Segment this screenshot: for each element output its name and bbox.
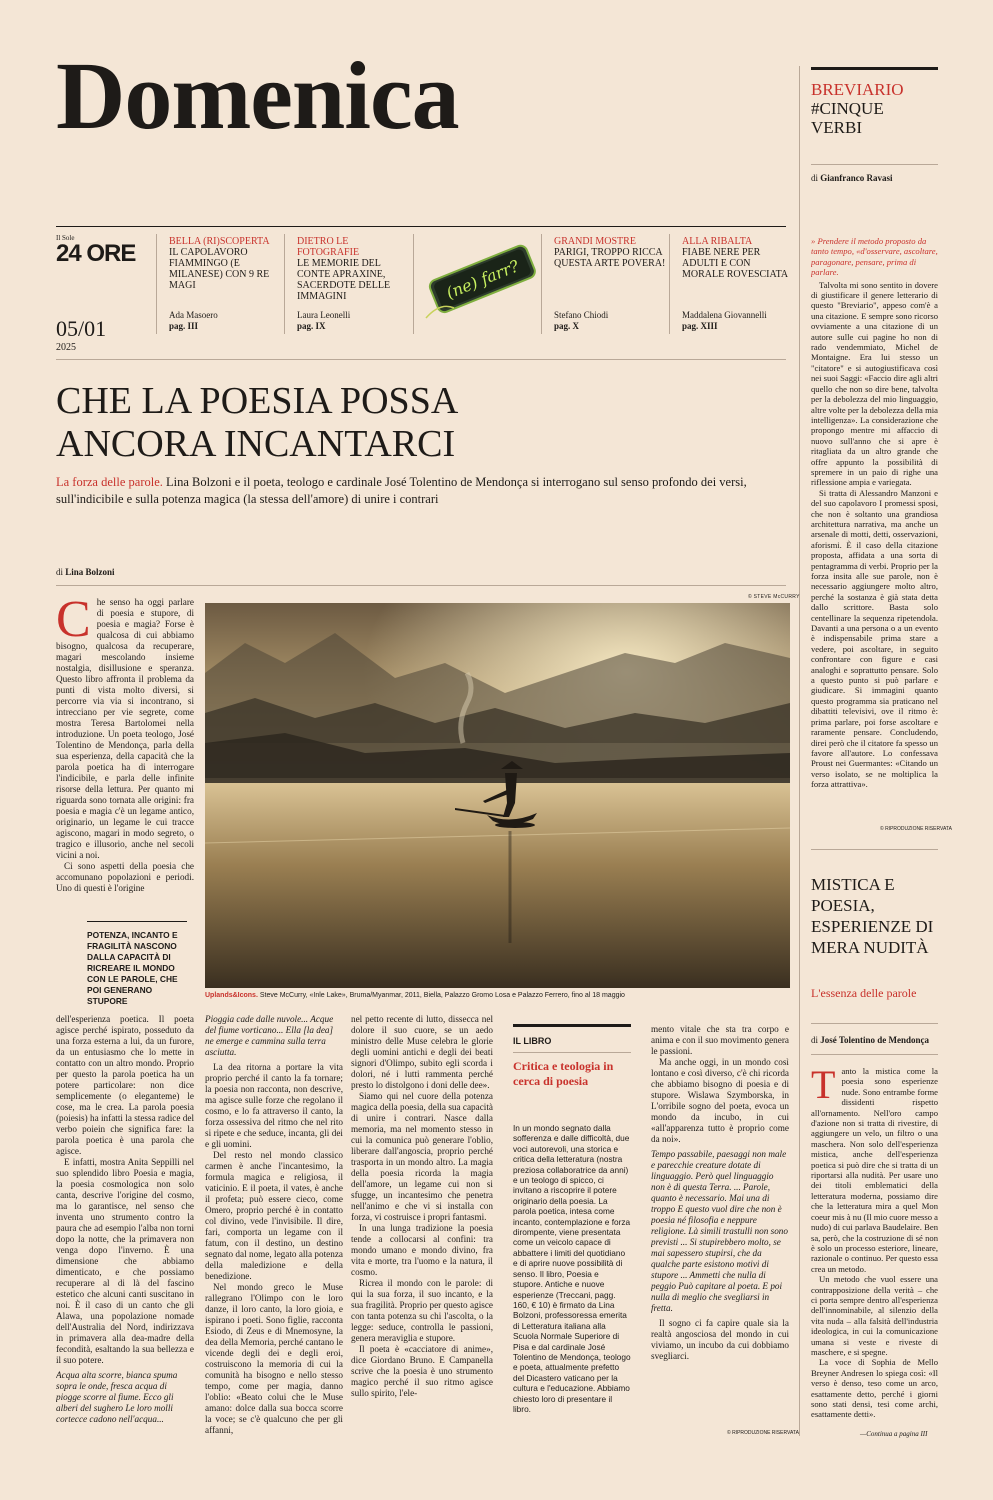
photo-caption xyxy=(205,992,790,999)
neon-sign-image xyxy=(420,232,544,324)
main-headline xyxy=(56,380,776,466)
side-subtitle: L'essenza delle parole xyxy=(811,986,917,1000)
article-paragraph: Nel mondo greco le Muse rallegrano l'Olimpo con le loro danze, il loro canto, la loro gioia, e ispirano i poeti. Sono figlie, racconta Esiodo, di Zeus e di Mnemosyne, la dea della Memoria, perché cantano le vicende degli dei e degli eroi, costruiscono la memoria di cui la comunità ha bisogno e nello stesso tempo, come per magia, danno l'oblio: «Beato colui che le Muse amano: dolce dalla sua bocca scorre la voce; se c'è qualcuno che per gli affanni, xyxy=(205,1282,343,1435)
article-paragraph: Il poeta è «cacciatore di anime», dice Giordano Bruno. E Campanella scrive che la poesia è uno strumento magico perché il suo ritmo agisce sullo spirito, l'ele- xyxy=(351,1344,493,1398)
teaser-4[interactable] xyxy=(682,236,794,331)
side-paragraph: Un metodo che vuol essere una contrapposizione della verità – che ci porta sempre dentro all'esperienza dell'innominabile, al silenzio della vita nuda – alla falsità dell'industria ideologica, in cui la comunicazione umana si veste e riveste di maschere, e si spegne. xyxy=(811,1274,938,1357)
breviario-title-2: VERBI xyxy=(811,118,862,137)
teaser-head: LE MEMORIE DEL CONTE APRAXINE, SACERDOTE DELLE IMMAGINI xyxy=(297,258,391,302)
byline-di: di xyxy=(811,173,819,183)
photo-credit: © STEVE McCURRY xyxy=(748,594,800,600)
teaser-author: Maddalena Giovannelli xyxy=(682,310,767,320)
side-divider xyxy=(811,849,938,850)
issue-year: 2025 xyxy=(56,342,76,353)
teaser-2[interactable] xyxy=(297,236,409,331)
verse: Acqua alta scorre, bianca spuma sopra le onde, fresca acqua di piogge scorre al fiume. Ecco gli alberi del sughero Le loro molli cortecce cadono nell'acqua... xyxy=(56,1370,178,1424)
article-col-4 xyxy=(351,1014,493,1440)
teaser-head: IL CAPOLAVORO FIAMMINGO (E MILANESE) CON 9 RE MAGI xyxy=(169,247,270,291)
teaser-divider xyxy=(541,234,542,334)
teaser-kicker: DIETRO LE FOTOGRAFIE xyxy=(297,236,360,258)
lake-photo xyxy=(205,603,790,988)
dropcap: C xyxy=(56,597,91,648)
side-title: MISTICA E POESIA, ESPERIENZE DI MERA NUDITÀ xyxy=(811,875,934,957)
verse: Tempo passabile, paesaggi non male e parecchie creature dotate di linguaggio. Però quel linguaggio non è di questa Terra. ... Parole, quanto è necessario. Mai una di troppo E questo vuol dire che non è poesia né filosofia e neppure religione. Là simili trastulli non sono previsti ... Si stupirebbero molto, se mai sapessero stupirsi, che da qualche parte esistono motivi di stupore ... Ammetti che nulla di peggio Può capitare al poeta. E poi nulla di meglio che svegliarsi in fretta. xyxy=(651,1149,788,1313)
breviario-paragraph: Talvolta mi sono sentito in dovere di giustificare il genere letterario di questo "Breviario", appeso com'è a una citazione. E sempre sono ricorso ovviamente a una citazione di un autore sulle cui pagine ho non di rado vendemmiato, Michel de Montaigne. Era lui stesso un "citatore" e si autogiustificava così nei suoi Saggi: «Faccio dire agli altri quello che non so dire bene, talvolta per la debolezza del mio linguaggio, altre volte per la debolezza della mia intelligenza». La considerazione che propongo mentre mi affaccio di nuovo sull'anno che si apre è ritagliata da un altro grande che offre appunto la possibilità di spremere in un paio di righe una riflessione ampia e variegata. xyxy=(811,279,938,488)
article-paragraph: La dea ritorna a portare la vita proprio perché il canto la fa tornare; la poesia non racconta, non descrive, ma agisce sulle forze che regolano il cosmo, e lo fa attraverso il canto, la forza ossessiva del ritmo che nel rito si ripete e che seduce, incanta, gli dei e gli uomini. xyxy=(205,1062,343,1149)
teaser-author: Stefano Chiodi xyxy=(554,310,609,320)
teaser-page: pag. X xyxy=(554,321,580,331)
breviario-author: Gianfranco Ravasi xyxy=(820,173,893,183)
libro-label: IL LIBRO xyxy=(513,1036,552,1046)
caption-lead: Uplands&Icons. xyxy=(205,992,258,999)
article-paragraph: Del resto nel mondo classico carmen è anche l'incantesimo, la formula magica e religiosa, il vaticinio. E il poeta, il vates, è anche il profeta; può essere cieco, come Omero, proprio perché è in contatto col divino, vede l'invisibile. Il dire, fari, comporta un legame con il fatum, con il destino, un destino segnato dal nome, legato alla potenza della maledizione e della benedizione. xyxy=(205,1150,343,1281)
libro-box xyxy=(513,1028,631,1423)
breviario-kicker: BREVIARIO xyxy=(811,80,904,99)
teaser-kicker: BELLA (RI)SCOPERTA xyxy=(169,236,270,247)
sole24ore-logo xyxy=(56,234,135,266)
article-col-2 xyxy=(56,1014,194,1440)
masthead-title: Domenica xyxy=(56,42,459,149)
teaser-author: Ada Masoero xyxy=(169,310,218,320)
deck-text: Lina Bolzoni e il poeta, teologo e cardinale José Tolentino de Mendonça si interrogano sul senso profondo dei versi, sull'indicibile e sulla potenza magica (la stessa dell'amore) di unire i contrari xyxy=(56,475,747,506)
teaser-divider xyxy=(156,234,157,334)
libro-title: Critica e teologia in cerca di poesia xyxy=(513,1059,614,1088)
teaser-kicker: ALLA RIBALTA xyxy=(682,236,753,247)
article-paragraph: Ci sono aspetti della poesia che accomunano popolazioni e periodi. Uno di questi è l'origine xyxy=(56,861,194,893)
headline-line-2: ANCORA INCANTARCI xyxy=(56,423,456,465)
breviario-rights: © RIPRODUZIONE RISERVATA xyxy=(880,826,952,832)
teaser-top-rule xyxy=(56,226,786,227)
rights-note: © RIPRODUZIONE RISERVATA xyxy=(727,1430,799,1436)
article-paragraph: mento vitale che sta tra corpo e anima e con il suo movimento genera le passioni. xyxy=(651,1024,789,1056)
right-column-rule xyxy=(799,66,800,1436)
pullquote: POTENZA, INCANTO E FRAGILITÀ NASCONO DALLA CAPACITÀ DI RICREARE IL MONDO CON LE PAROLE, CHE POI GENERANO STUPORE xyxy=(87,930,178,1006)
continue-link[interactable]: —Continua a pagina III xyxy=(860,1430,928,1438)
teaser-1[interactable] xyxy=(169,236,281,331)
breviario-intro: » Prendere il metodo proposto da tanto tempo, «d'osservare, ascoltare, paragonare, pensare, prima di parlare. xyxy=(811,236,938,278)
libro-divider xyxy=(513,1052,631,1053)
logo-small: Il Sole xyxy=(56,234,75,242)
side-byline-rule xyxy=(811,1023,938,1024)
side-body xyxy=(811,1066,938,1428)
breviario-top-rule xyxy=(811,67,938,70)
teaser-bottom-rule xyxy=(56,359,786,360)
headline-line-1: CHE LA POESIA POSSA xyxy=(56,380,459,422)
article-paragraph: dell'esperienza poetica. Il poeta agisce perché ispirato, posseduto da una forza esterna a lui, da un furore, da un entusiasmo che lo mette in contatto con un altro mondo. Proprio per questo la parola poetica ha un potere particolare: non dice semplicemente (o eleganteme) le cose, ma le crea. La parola poesia (poiesis) ha infatti la stessa radice del verbo poiein che significa fare: la parola poetica è una parola che agisce. xyxy=(56,1014,194,1156)
side-paragraph: La voce di Sophia de Mello Breyner Andresen lo spiega così: «Il verso è denso, teso come un arco, esattamente detto, perché i giorni sono stati densi, tesi come archi, esattamente detti». xyxy=(811,1357,938,1420)
teaser-page: pag. IX xyxy=(297,321,326,331)
teaser-page: pag. XIII xyxy=(682,321,718,331)
breviario-paragraph: Si tratta di Alessandro Manzoni e del suo capolavoro I promessi sposi, che non è soltanto una grandiosa architettura narrativa, ma anche un arsenale di motti, detti, osservazioni, aforismi. È il caso della citazione proposta, affidata a una sorta di pentagramma di verbi. Proprio per la forza insita alle sue parole, non è necessario aggiungere molto altro, perché la sostanza è già stata detta dallo scrittore. Basta solo centellinare la sequenza ripetendola. Davanti a una persona o a un evento è indispensabile prima stare a vedere, poi ascoltare, in seguito confrontare con figure e casi analoghi e soprattutto pensare. Solo a questo punto si può parlare e giudicare. Si immagini quanto questo programma sia praticano nel dibattiti televisivi, ove il ritmo è: prima parlare, poi forse ascoltare e raramente pensare. Concludendo, direi però che il citatore fa spesso un favore all'autore. Lo confessava Proust nei Guermantes: «Citando un verso isolato, se ne moltiplica la forza attrattiva». xyxy=(811,487,938,790)
side-paragraph: anto la mistica come la poesia sono esperienze nude. Sono entrambe forme dissidenti rispetto all'ornamento. Nell'oro campo d'azione non si tratta di rivestire, di aggiungere un velo, un filtro o una maschera. Non solo dell'esperienza mistica, anche dell'esperienza poetica si può dire che si tratta di un riportarsi alla nudità. Per usare uno dei titoli emblematici della letteratura moderna, possiamo dire che la letteratura mira a quel Mon coeur mis à nu (Il mio cuore messo a nudo) di cui parlava Baudelaire. Ben sa, però, che la costruzione di sé non è solo un processo esteriore, lineare, razionale o continuo. Per questo essa crea un metodo. xyxy=(811,1066,938,1274)
pullquote-rule xyxy=(87,921,187,922)
article-col-6 xyxy=(651,1024,789,1427)
main-byline xyxy=(56,567,115,577)
article-paragraph: Ricrea il mondo con le parole: di qui la sua forza, il suo incanto, e la sua fragilità. Proprio per questo agisce con tanta potenza su chi l'ascolta, o la legge: seduce, controlla le passioni, genera meraviglia e stupore. xyxy=(351,1278,493,1343)
article-paragraph: Ma anche oggi, in un mondo così lontano e così diverso, c'è chi ricorda che abbiamo bisogno di poesia e di stupore. Wislawa Szymborska, in L'orribile sogno del poeta, evoca un mondo da incubo, in cui «all'apparenza tutto è proprio come da noi». xyxy=(651,1057,789,1144)
side-dropcap: T xyxy=(811,1066,836,1107)
neon-text: (ne) farr? xyxy=(443,256,522,303)
side-byline-rule-2 xyxy=(811,1054,938,1055)
libro-rule xyxy=(513,1024,631,1027)
deck-lead: La forza delle parole. xyxy=(56,475,163,489)
breviario-byline xyxy=(811,173,893,183)
libro-text: In un mondo segnato dalla sofferenza e dalle difficoltà, due voci autorevoli, una storica e critica della letteratura (nostra preziosa collaboratrice da anni) e un teologo di spicco, ci invitano a riscoprire il potere originario della poesia. La parola poetica, intesa come incanto, contemplazione e forza dirompente, viene presentata come un veicolo capace di abbattere i limiti del quotidiano e di aprire nuove possibilità di senso. Il libro, Poesia e stupore. Antiche e nuove esperienze (Treccani, pagg. 160, € 10) è firmato da Lina Bolzoni, professoressa emerita di Letteratura italiana alla Scuola Normale Superiore di Pisa e dal cardinale José Tolentino de Mendonça, teologo e poeta, attualmente prefetto del Dicastero vaticano per la cultura e l'educazione. Abbiamo chiesto loro di presentare il libro. xyxy=(513,1123,631,1414)
breviario-body xyxy=(811,236,938,826)
breviario-divider xyxy=(811,164,938,165)
breviario-title-1: #CINQUE xyxy=(811,99,884,118)
byline-di: di xyxy=(811,1035,819,1045)
side-author: José Tolentino de Mendonça xyxy=(820,1035,930,1045)
article-col-3 xyxy=(205,1014,343,1440)
caption-text: Steve McCurry, «Inle Lake», Bruma/Myanmar, 2011, Biella, Palazzo Gromo Losa e Palazzo Ferrero, fino al 18 maggio xyxy=(257,992,625,999)
verse: Pioggia cade dalle nuvole... Acque del fiume vorticano... Ella [la dea] ne emerge e cammina sulla terra asciutta. xyxy=(205,1014,334,1057)
teaser-page: pag. III xyxy=(169,321,199,331)
article-paragraph: nel petto recente di lutto, dissecca nel dolore il suo cuore, se un aedo ministro delle Muse celebra le glorie degli uomini antichi e degli dei beati signori d'Olimpo, subito egli scorda i dolori, né i lutti rammenta perché presto lo distolgono i doni delle dee». xyxy=(351,1014,493,1090)
teaser-author: Laura Leonelli xyxy=(297,310,351,320)
teaser-kicker: GRANDI MOSTRE xyxy=(554,236,636,247)
article-paragraph: Siamo qui nel cuore della potenza magica della poesia, della sua capacità di unire i contrari. Nasce dalla memoria, ma nel momento stesso in cui la comunica può generare l'oblio, liberare dall'angoscia, proprio perché trasporta in un mondo altro. La magia della poesia ricorda la magia dell'amore, un legame cui non si sfugge, un incantesimo che penetra nell'animo e che vi si installa con forza, vi costruisce i propri fantasmi. xyxy=(351,1091,493,1222)
article-paragraph: E infatti, mostra Anita Seppilli nel suo splendido libro Poesia e magia, la poesia cosmologica non solo canta, descrive l'origine del cosmo, ma lo garantisce, nel senso che inventa uno strumento contro la paura che ad esempio l'alba non torni dopo la notte, che la primavera non venga dopo l'inverno. È una dimensione che abbiamo dimenticato, e che possiamo recuperare al di là del fascino estetico che alcuni canti suscitano in noi. È il caso di un canto che gli Alawa, una popolazione nomade dell'Australia del Nord, indirizzava in primavera alla dea-madre della fecondità, esaltando la sua bellezza e il suo potere. xyxy=(56,1157,194,1365)
teaser-3[interactable] xyxy=(554,236,666,331)
article-paragraph: he senso ha oggi parlare di poesia e stupore, di poesia e magia? Forse è qualcosa di cui abbiamo bisogno, qualcosa da recuperare, magari mescolando insieme nostalgia, disillusione e speranza. Questo libro affronta il problema da punti di vista molto diversi, si percorre via via si incontrano, si intrecciano per vie segrete, come mostra Teresa Bartolomei nella introduzione. Un poeta teologo, José Tolentino de Mendonça, parla della sua esperienza, della capacità che la parola poetica ha di interrogare l'indicibile, e parla delle infinite risorse della lettura. Per quanto mi riguarda sono tornata alle origini: fra poesia e magia c'è un legame antico, originario, un legame le cui tracce agiscono, magari in modo segreto, o tragico e illusorio, anche nel secoli vicini a noi. xyxy=(56,597,194,860)
deck xyxy=(56,474,776,508)
teaser-divider xyxy=(669,234,670,334)
article-paragraph: Il sogno ci fa capire quale sia la realtà angosciosa del mondo in cui viviamo, un incubo da cui dobbiamo svegliarci. xyxy=(651,1318,789,1361)
teaser-head: FIABE NERE PER ADULTI E CON MORALE ROVESCIATA xyxy=(682,247,789,280)
side-byline xyxy=(811,1035,929,1045)
main-author: Lina Bolzoni xyxy=(65,567,115,577)
teaser-head: PARIGI, TROPPO RICCA QUESTA ARTE POVERA! xyxy=(554,247,666,269)
article-col-1 xyxy=(56,597,194,909)
article-paragraph: In una lunga tradizione la poesia tende a collocarsi al confini: tra mondo umano e mondo divino, fra vita e morte, tra l'uomo e la natura, il cosmo. xyxy=(351,1223,493,1277)
issue-date: 05/01 xyxy=(56,316,107,341)
logo-big: 24 ORE xyxy=(56,240,136,267)
byline-rule xyxy=(56,585,786,586)
lake-photo-svg xyxy=(205,603,790,988)
teaser-divider xyxy=(413,234,414,334)
teaser-divider xyxy=(284,234,285,334)
byline-di: di xyxy=(56,567,64,577)
